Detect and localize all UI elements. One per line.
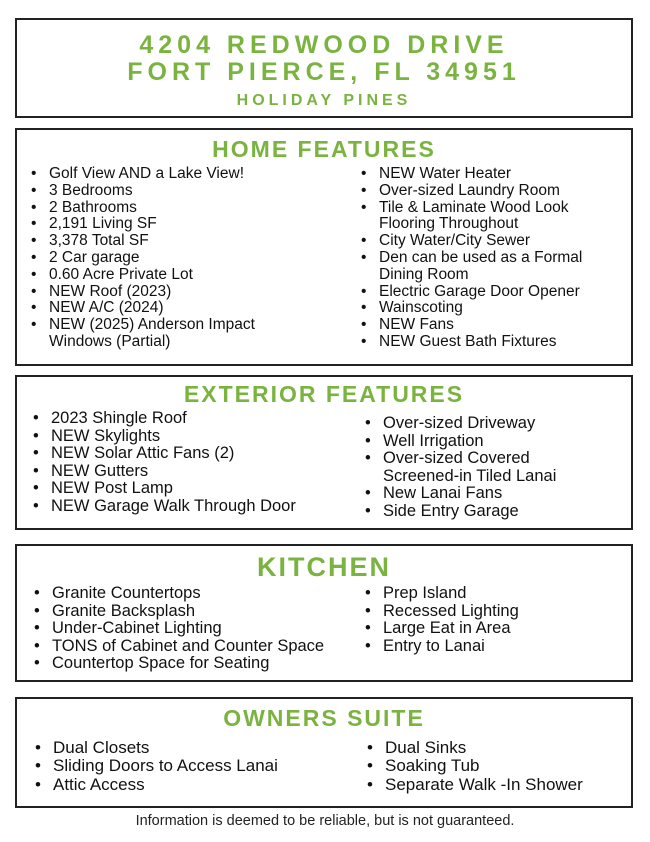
list-item: • Entry to Lanai bbox=[363, 638, 613, 656]
list-item: • 2 Bathrooms bbox=[29, 200, 339, 217]
list-item: • NEW Guest Bath Fixtures bbox=[359, 334, 627, 351]
list-item: • 2023 Shingle Roof bbox=[31, 410, 351, 428]
list-item: • Golf View AND a Lake View! bbox=[29, 166, 339, 183]
owners-suite-title: OWNERS SUITE bbox=[223, 705, 425, 731]
list-item: • Granite Countertops bbox=[32, 585, 362, 603]
list-item: • Over-sized Laundry Room bbox=[359, 183, 627, 200]
list-item: • Recessed Lighting bbox=[363, 603, 613, 621]
list-item: • 2,191 Living SF bbox=[29, 216, 339, 233]
list-item: • NEW Post Lamp bbox=[31, 480, 351, 498]
list-item: • Over-sized Driveway bbox=[363, 415, 613, 433]
list-item: • NEW Solar Attic Fans (2) bbox=[31, 445, 351, 463]
kitchen-title: KITCHEN bbox=[257, 552, 391, 582]
owners-suite-section bbox=[15, 697, 633, 808]
list-item: • Soaking Tub bbox=[365, 757, 625, 775]
home-features-title: HOME FEATURES bbox=[212, 136, 436, 162]
list-item: • Countertop Space for Seating bbox=[32, 655, 362, 673]
list-item: • Sliding Doors to Access Lanai bbox=[33, 757, 363, 775]
list-item: • Attic Access bbox=[33, 776, 363, 794]
home-features-section bbox=[15, 128, 633, 366]
list-item: • NEW A/C (2024) bbox=[29, 300, 339, 317]
list-item: • Electric Garage Door Opener bbox=[359, 284, 627, 301]
kitchen-section bbox=[15, 544, 633, 682]
disclaimer-text: Information is deemed to be reliable, but is not guaranteed. bbox=[135, 813, 515, 829]
owners-suite-left-list bbox=[33, 739, 363, 794]
address-line-1: 4204 REDWOOD DRIVE bbox=[139, 31, 509, 59]
list-item: • NEW Fans bbox=[359, 317, 627, 334]
home-features-right-list bbox=[359, 166, 627, 351]
list-item: • NEW Gutters bbox=[31, 463, 351, 481]
list-item: • 3 Bedrooms bbox=[29, 183, 339, 200]
list-item: • Dual Closets bbox=[33, 739, 363, 757]
kitchen-left-list bbox=[32, 585, 362, 673]
list-item: • Well Irrigation bbox=[363, 433, 613, 451]
list-item: • NEW (2025) Anderson Impact Windows (Partial) bbox=[29, 317, 299, 351]
list-item: • NEW Roof (2023) bbox=[29, 284, 339, 301]
list-item: • 2 Car garage bbox=[29, 250, 339, 267]
list-item: • Side Entry Garage bbox=[363, 503, 613, 521]
list-item: • New Lanai Fans bbox=[363, 485, 613, 503]
list-item: • City Water/City Sewer bbox=[359, 233, 627, 250]
exterior-features-left-list bbox=[31, 410, 351, 516]
home-features-left-list bbox=[29, 166, 339, 351]
address-line-2: FORT PIERCE, FL 34951 bbox=[127, 58, 521, 86]
list-item: • Dual Sinks bbox=[365, 739, 625, 757]
list-item: • TONS of Cabinet and Counter Space bbox=[32, 638, 362, 656]
list-item: • 0.60 Acre Private Lot bbox=[29, 267, 339, 284]
list-item: • NEW Water Heater bbox=[359, 166, 627, 183]
list-item: • NEW Garage Walk Through Door bbox=[31, 498, 351, 516]
list-item: • Den can be used as a Formal Dining Room bbox=[359, 250, 619, 284]
list-item: • 3,378 Total SF bbox=[29, 233, 339, 250]
list-item: • Large Eat in Area bbox=[363, 620, 613, 638]
exterior-features-section bbox=[15, 375, 633, 530]
address-header bbox=[15, 18, 633, 118]
kitchen-right-list bbox=[363, 585, 613, 655]
list-item: • Granite Backsplash bbox=[32, 603, 362, 621]
list-item: • Wainscoting bbox=[359, 300, 627, 317]
subdivision-name: HOLIDAY PINES bbox=[236, 92, 412, 109]
list-item: • Tile & Laminate Wood Look Flooring Throughout bbox=[359, 200, 609, 234]
owners-suite-right-list bbox=[365, 739, 625, 794]
list-item: • Under-Cabinet Lighting bbox=[32, 620, 362, 638]
list-item: • Prep Island bbox=[363, 585, 613, 603]
list-item: • Over-sized Covered Screened-in Tiled Lanai bbox=[363, 450, 583, 485]
exterior-features-right-list bbox=[363, 415, 613, 521]
list-item: • Separate Walk -In Shower bbox=[365, 776, 625, 794]
list-item: • NEW Skylights bbox=[31, 428, 351, 446]
exterior-features-title: EXTERIOR FEATURES bbox=[183, 381, 465, 407]
